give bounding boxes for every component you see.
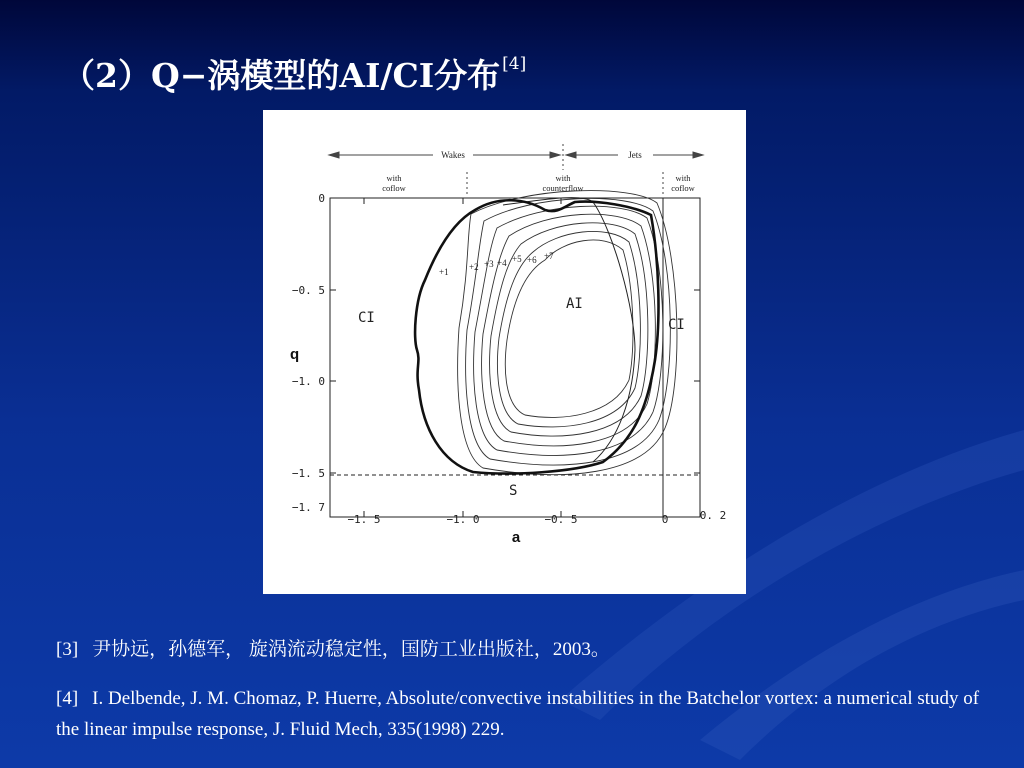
reference-3-num: [3] <box>56 639 79 660</box>
slide-title <box>62 50 526 97</box>
contour-1-thin <box>458 191 677 475</box>
region-s: S <box>509 483 518 499</box>
reference-3 <box>56 634 610 665</box>
x-axis-label: a <box>511 529 521 546</box>
contour-4 <box>482 214 656 446</box>
x-tick-neg15: −1. 5 <box>347 513 381 526</box>
figure-panel <box>263 110 746 594</box>
reference-3-text: 尹协远，孙德军， 旋涡流动稳定性，国防工业出版社，2003。 <box>92 639 610 660</box>
y-tick-neg17: −1. 7 <box>291 501 325 514</box>
contour-lines <box>458 191 677 475</box>
contour-label-1: +1 <box>439 267 449 277</box>
y-tick-neg05: −0. 5 <box>291 284 325 297</box>
reference-4-num: [4] <box>56 688 79 709</box>
contour-label-6: +6 <box>527 255 537 265</box>
x-tick-02: 0. 2 <box>699 509 727 522</box>
y-axis-label: q <box>290 346 300 363</box>
slide-title-main: （2）Q−涡模型的AI/CI分布 <box>62 56 501 95</box>
region-ci-left: CI <box>358 310 375 326</box>
reference-4-text: I. Delbende, J. M. Chomaz, P. Huerre, Absolute/convective instabilities in the Batchelor vortex: a numerical study of the linear impulse response, J. Fluid Mech, 335(1998) 229. <box>56 688 980 740</box>
y-tick-0: 0 <box>318 192 325 205</box>
contour-label-3: +3 <box>484 259 494 269</box>
region-ai: AI <box>566 296 583 312</box>
y-tick-neg15: −1. 5 <box>291 467 325 480</box>
y-axis-ticks <box>330 198 700 473</box>
with-coflow-right-line2: coflow <box>671 183 695 193</box>
with-counterflow-line1: with <box>555 173 571 183</box>
contour-2 <box>466 198 671 465</box>
region-ci-right: CI <box>668 317 685 333</box>
x-tick-neg10: −1. 0 <box>446 513 480 526</box>
x-tick-0: 0 <box>661 513 669 526</box>
with-coflow-right-line1: with <box>675 173 691 183</box>
plot-frame <box>330 198 700 517</box>
with-coflow-left-line1: with <box>386 173 402 183</box>
reference-4 <box>56 683 986 745</box>
ai-ci-diagram <box>263 110 746 594</box>
jets-label: Jets <box>628 150 642 160</box>
contour-label-7: +7 <box>544 251 554 261</box>
y-tick-neg10: −1. 0 <box>291 375 325 388</box>
contour-label-4: +4 <box>497 258 507 268</box>
wakes-label: Wakes <box>441 150 465 160</box>
contour-label-5: +5 <box>512 254 522 264</box>
contour-label-2: +2 <box>469 262 479 272</box>
ai-ci-boundary <box>415 200 658 473</box>
with-counterflow-line2: counterflow <box>542 183 584 193</box>
x-tick-neg05: −0. 5 <box>544 513 578 526</box>
slide-title-ref: [4] <box>502 54 527 74</box>
contour-7 <box>505 240 633 417</box>
contour-3 <box>474 206 663 455</box>
with-coflow-left-line2: coflow <box>382 183 406 193</box>
